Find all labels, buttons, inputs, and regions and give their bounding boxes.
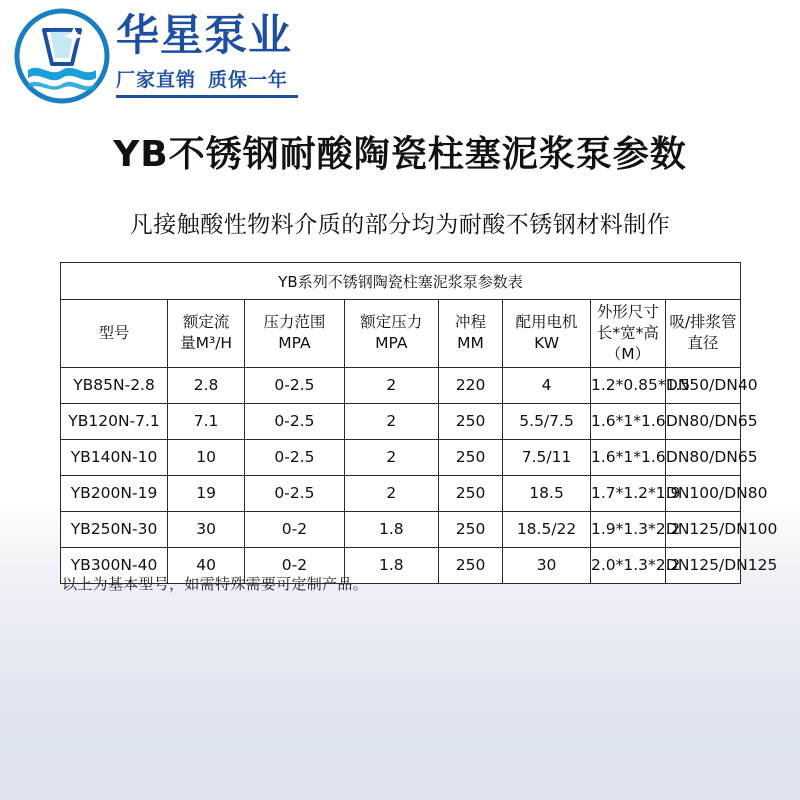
table-header-cell	[344, 300, 438, 368]
footer-note: 以上为基本型号，如需特殊需要可定制产品。	[62, 575, 369, 593]
table-cell: 0-2	[245, 511, 345, 547]
table-cell: 2	[344, 475, 438, 511]
table-row	[61, 439, 741, 475]
brand-slogan	[116, 65, 298, 92]
table-header-line: MPA	[375, 334, 408, 353]
table-header-cell	[168, 300, 245, 368]
table-cell: 250	[438, 439, 502, 475]
table-cell: 1.8	[344, 547, 438, 583]
table-cell: 0-2.5	[245, 403, 345, 439]
table-cell: 30	[168, 511, 245, 547]
table-row	[61, 367, 741, 403]
table-header-line: 长*宽*高（M）	[596, 323, 659, 363]
table-cell: 250	[438, 475, 502, 511]
page-title: YB不锈钢耐酸陶瓷柱塞泥浆泵参数	[113, 134, 687, 175]
brand-text-block	[116, 11, 298, 97]
table-cell: YB300N-40	[61, 547, 168, 583]
table-cell: 1.8	[344, 511, 438, 547]
table-header-line: KW	[534, 334, 560, 353]
table-cell: 7.5/11	[503, 439, 591, 475]
table-cell: DN125/DN100	[665, 511, 740, 547]
table-cell: 1.7*1.2*1.9	[590, 475, 665, 511]
table-cell: 0-2.5	[245, 367, 345, 403]
table-cell: 2	[344, 439, 438, 475]
table-header-line: 量M³/H	[180, 334, 233, 353]
table-cell: DN50/DN40	[665, 367, 740, 403]
table-header-line: 外形尺寸	[596, 303, 659, 321]
table-cell: DN100/DN80	[665, 475, 740, 511]
table-cell: 7.1	[168, 403, 245, 439]
table-cell: 18.5	[503, 475, 591, 511]
table-cell: DN125/DN125	[665, 547, 740, 583]
pump-wave-logo-icon	[14, 8, 110, 104]
table-cell: 18.5/22	[503, 511, 591, 547]
table-header-line: 配用电机	[515, 313, 578, 332]
page-subtitle: 凡接触酸性物料介质的部分均为耐酸不锈钢材料制作	[129, 212, 671, 238]
table-cell: 250	[438, 403, 502, 439]
table-cell: 1.6*1*1.6	[590, 403, 665, 439]
table-cell: 2	[344, 403, 438, 439]
table-header-cell	[665, 300, 740, 368]
table-row	[61, 475, 741, 511]
table-header-line: 冲程	[455, 313, 487, 332]
brand-name: 华星泵业	[116, 11, 292, 62]
brand-slogan-right: 质保一年	[208, 68, 289, 91]
brand-underline	[116, 95, 298, 98]
table-cell: YB250N-30	[61, 511, 168, 547]
table-cell: 2	[344, 367, 438, 403]
table-header-line: 型号	[98, 323, 130, 342]
spec-table	[60, 262, 778, 584]
table-header-line: MPA	[278, 334, 311, 353]
table-cell: 2.0*1.3*2.2	[590, 547, 665, 583]
table-cell: 250	[438, 511, 502, 547]
table-cell: 1.6*1*1.6	[590, 439, 665, 475]
table-header-line: 额定压力	[360, 313, 423, 332]
spec-table-wrapper	[60, 262, 778, 584]
table-cell: 0-2.5	[245, 439, 345, 475]
table-cell: 0-2	[245, 547, 345, 583]
table-cell: DN80/DN65	[665, 439, 740, 475]
table-cell: YB140N-10	[61, 439, 168, 475]
table-header-cell	[438, 300, 502, 368]
table-header-row	[61, 300, 741, 368]
table-header-line: 额定流	[182, 313, 230, 332]
table-header-line: 直径	[687, 334, 719, 353]
table-cell: 250	[438, 547, 502, 583]
table-cell: 30	[503, 547, 591, 583]
brand-slogan-left: 厂家直销	[116, 68, 197, 91]
table-header-cell	[245, 300, 345, 368]
table-caption-row	[61, 263, 741, 300]
brand-logo-block	[14, 8, 298, 104]
table-row	[61, 511, 741, 547]
table-cell: 1.9*1.3*2.2	[590, 511, 665, 547]
table-header-cell	[503, 300, 591, 368]
table-cell: YB200N-19	[61, 475, 168, 511]
table-header-line: 压力范围	[263, 313, 326, 332]
table-header-line: MM	[457, 334, 484, 353]
table-cell: 10	[168, 439, 245, 475]
table-cell: 5.5/7.5	[503, 403, 591, 439]
table-header-cell	[590, 300, 665, 368]
table-cell: 1.2*0.85*1.5	[590, 367, 665, 403]
table-cell: YB85N-2.8	[61, 367, 168, 403]
table-cell: DN80/DN65	[665, 403, 740, 439]
table-caption: YB系列不锈钢陶瓷柱塞泥浆泵参数表	[61, 263, 741, 300]
table-cell: 19	[168, 475, 245, 511]
table-header-line: 吸/排浆管	[669, 313, 737, 332]
table-cell: 2.8	[168, 367, 245, 403]
table-row	[61, 403, 741, 439]
table-cell: 40	[168, 547, 245, 583]
table-header-cell	[61, 300, 168, 368]
table-cell: YB120N-7.1	[61, 403, 168, 439]
table-cell: 220	[438, 367, 502, 403]
table-cell: 0-2.5	[245, 475, 345, 511]
table-cell: 4	[503, 367, 591, 403]
